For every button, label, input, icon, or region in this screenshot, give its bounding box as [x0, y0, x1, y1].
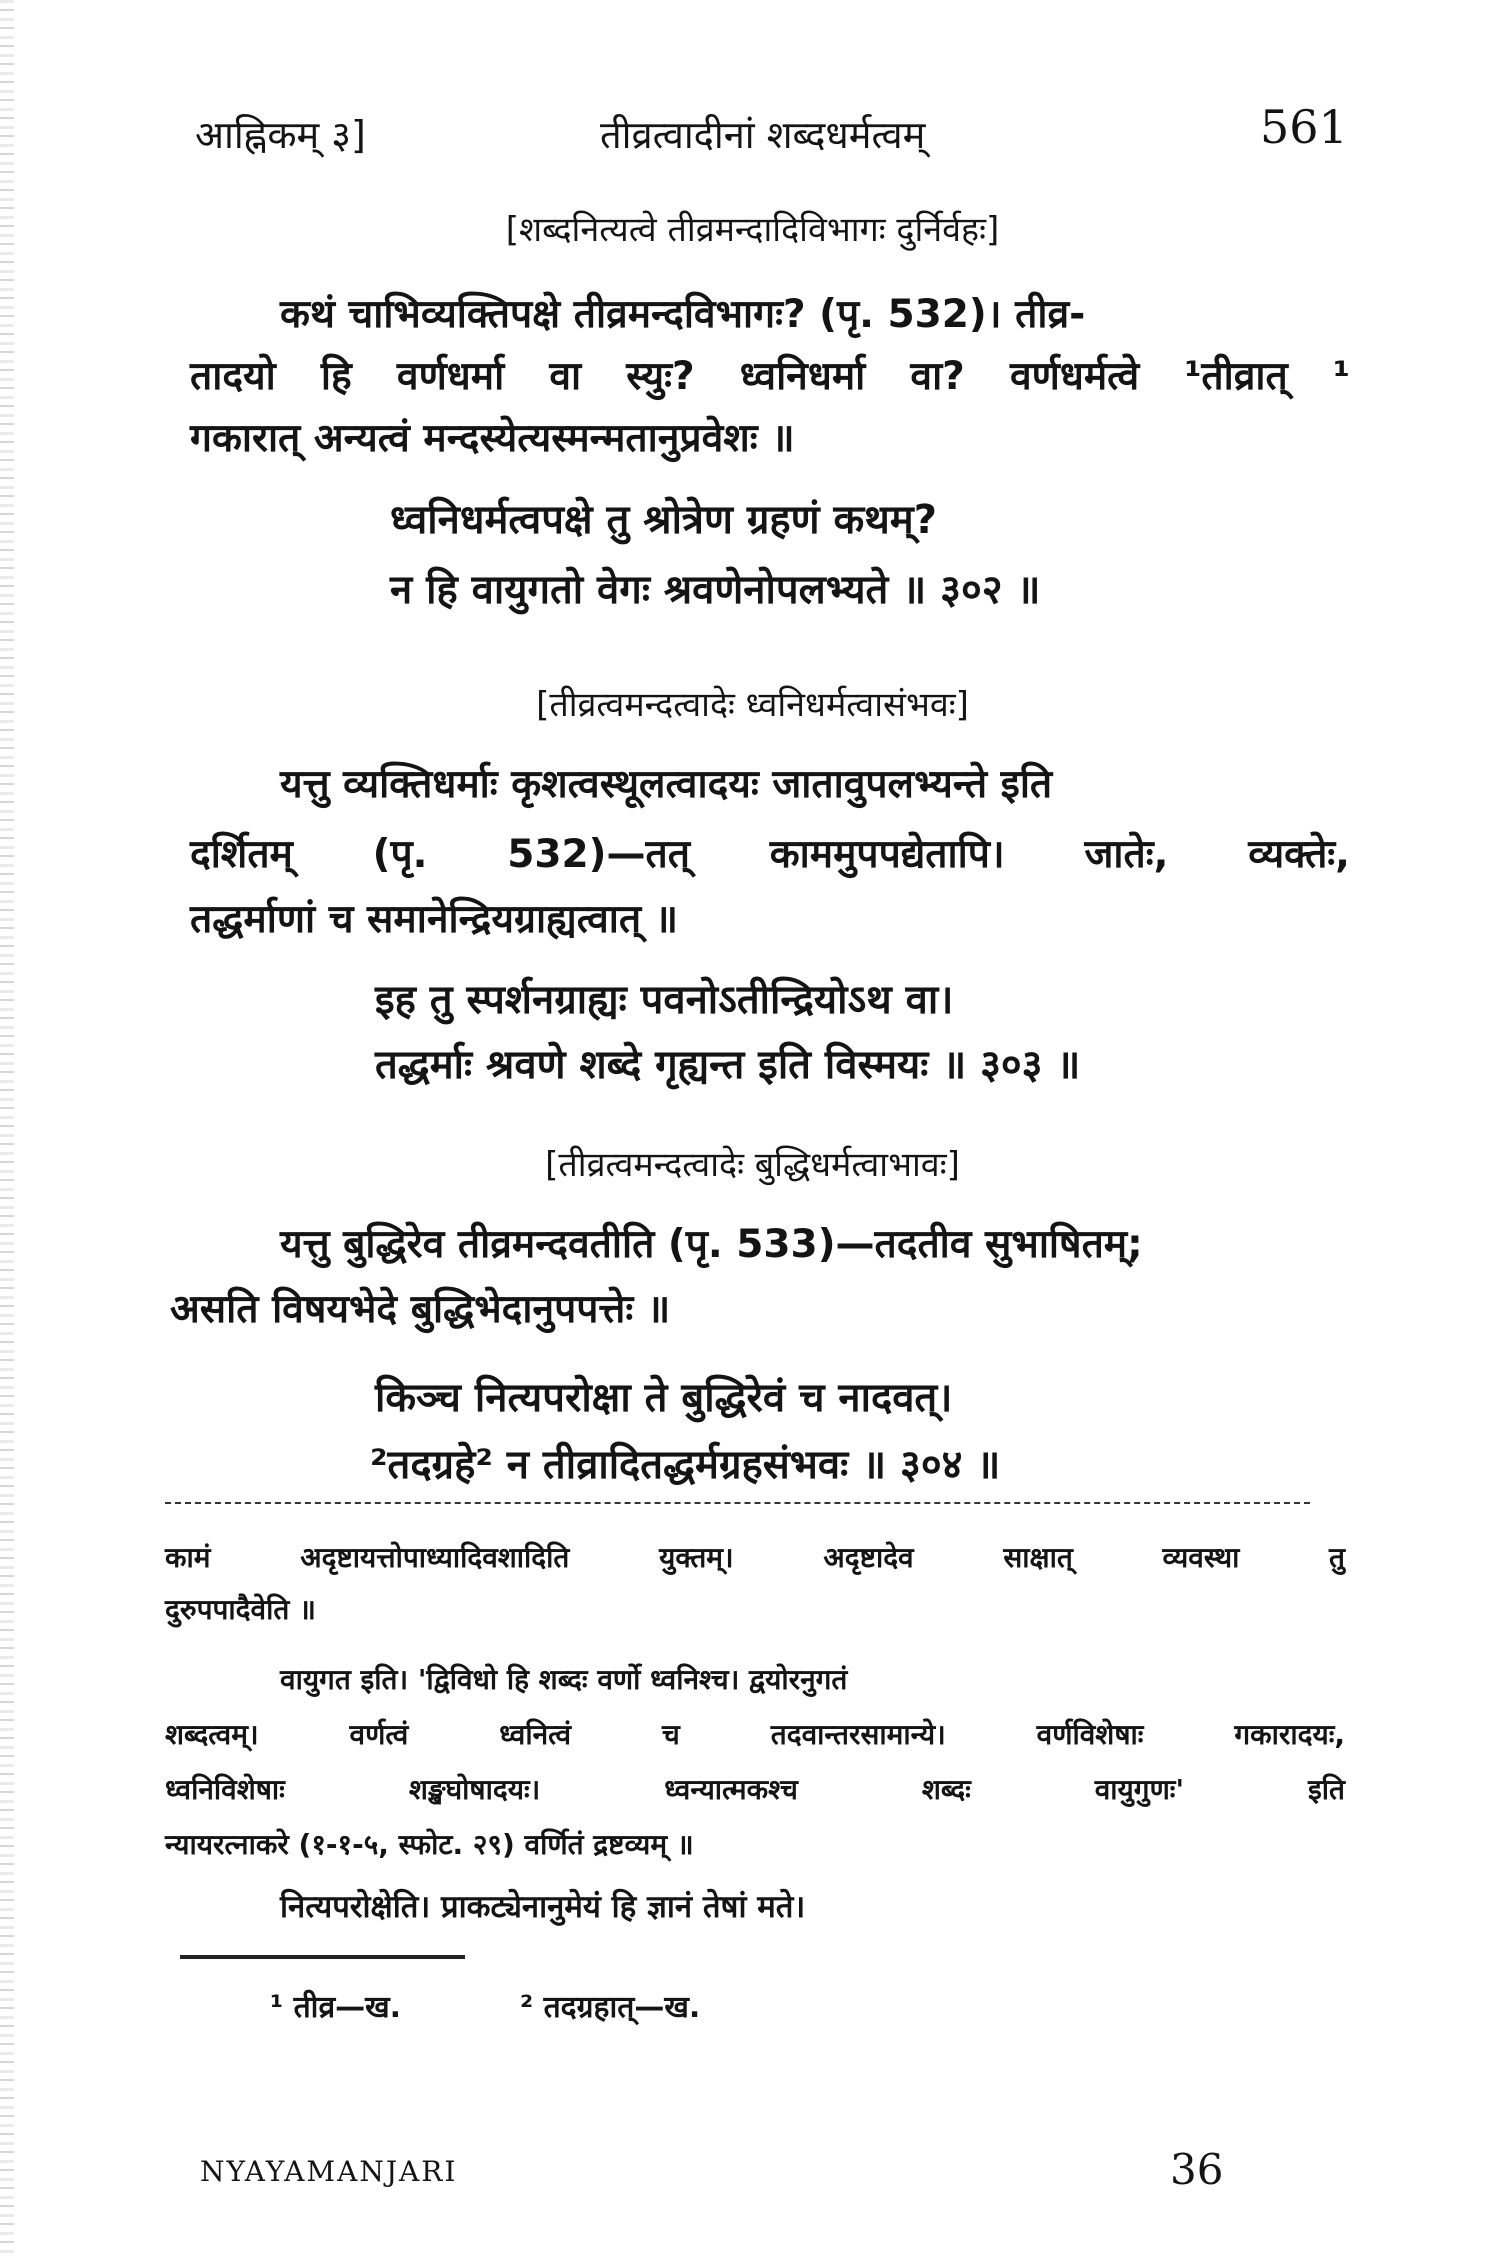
section-title-2: [तीव्रत्वमन्दत्वादेः ध्वनिधर्मत्वासंभवः]	[536, 685, 969, 725]
footnote-2: ² तदग्रहात्—ख.	[520, 1990, 701, 2025]
running-head-title: तीव्रत्वादीनां शब्दधर्मत्वम्	[600, 113, 926, 157]
footer-title: NYAYAMANJARI	[200, 2155, 458, 2188]
verse-line: तद्धर्माः श्रवणे शब्दे गृह्यन्त इति विस्मयः ॥ ३०३ ॥	[375, 1042, 1081, 1088]
commentary-line: ध्वनिविशेषाः शङ्खघोषादयः। ध्वन्यात्मकश्च शब्दः वायुगुणः' इति	[165, 1773, 1345, 1806]
page-number: 561	[1260, 100, 1348, 154]
text-line: तादयो हि वर्णधर्मा वा स्युः? ध्वनिधर्मा वा? वर्णधर्मत्वे ¹तीव्रात् ¹	[190, 354, 1350, 399]
text-line: यत्तु बुद्धिरेव तीव्रमन्दवतीति (पृ. 533)—तदतीव सुभाषितम्;	[280, 1222, 1143, 1267]
commentary-line: न्यायरत्नाकरे (१-१-५, स्फोट. २९) वर्णितं द्रष्टव्यम् ॥	[165, 1828, 694, 1861]
text-line: दर्शितम् (पृ. 532)—तत् काममुपपद्येतापि। जातेः, व्यक्तेः,	[190, 832, 1350, 877]
verse-line: न हि वायुगतो वेगः श्रवणेनोपलभ्यते ॥ ३०२ ॥	[390, 567, 1041, 613]
footnote-1: ¹ तीव्र—ख.	[270, 1990, 402, 2025]
commentary-line: शब्दत्वम्। वर्णत्वं ध्वनित्वं च तदवान्तरसामान्ये। वर्णविशेषाः गकारादयः,	[165, 1718, 1345, 1751]
commentary-line: कामं अदृष्टायत्तोपाध्यादिवशादिति युक्तम्। अदृष्टादेव साक्षात् व्यवस्था तु	[165, 1541, 1345, 1574]
text-line: कथं चाभिव्यक्तिपक्षे तीव्रमन्दविभागः? (पृ. 532)। तीव्र-	[280, 292, 1086, 337]
section-title-3: [तीव्रत्वमन्दत्वादेः बुद्धिधर्मत्वाभावः]	[545, 1145, 960, 1185]
verse-line: ध्वनिधर्मत्वपक्षे तु श्रोत्रेण ग्रहणं कथम्?	[390, 497, 937, 543]
commentary-line: दुरुपपादैवेति ॥	[165, 1593, 316, 1626]
footer-signature: 36	[1170, 2145, 1224, 2194]
commentary-line: वायुगत इति। 'द्विविधो हि शब्दः वर्णो ध्वनिश्च। द्वयोरनुगतं	[280, 1663, 848, 1696]
page-binding-edge	[0, 0, 14, 2258]
footnote-divider	[180, 1955, 465, 1959]
verse-line: इह तु स्पर्शनग्राह्यः पवनोऽतीन्द्रियोऽथ वा।	[375, 977, 954, 1023]
text-line: तद्धर्माणां च समानेन्द्रियग्राह्यत्वात् ॥	[190, 897, 679, 942]
commentary-divider	[165, 1502, 1310, 1504]
text-line: गकारात् अन्यत्वं मन्दस्येत्यस्मन्मतानुप्रवेशः ॥	[190, 416, 795, 461]
commentary-line: नित्यपरोक्षेति। प्राकट्येनानुमेयं हि ज्ञानं तेषां मते।	[280, 1889, 806, 1925]
text-line: असति विषयभेदे बुद्धिभेदानुपपत्तेः ॥	[170, 1287, 671, 1332]
text-line: यत्तु व्यक्तिधर्माः कृशत्वस्थूलत्वादयः जातावुपलभ्यन्ते इति	[280, 762, 1053, 807]
running-head-left: आह्निकम् ३]	[195, 113, 366, 157]
verse-line: ²तदग्रहे² न तीव्रादितद्धर्मग्रहसंभवः ॥ ३०४ ॥	[370, 1442, 1001, 1488]
section-title-1: [शब्दनित्यत्वे तीव्रमन्दादिविभागः दुर्निर्वहः]	[505, 210, 1000, 250]
verse-line: किञ्च नित्यपरोक्षा ते बुद्धिरेवं च नादवत्।	[375, 1375, 953, 1421]
